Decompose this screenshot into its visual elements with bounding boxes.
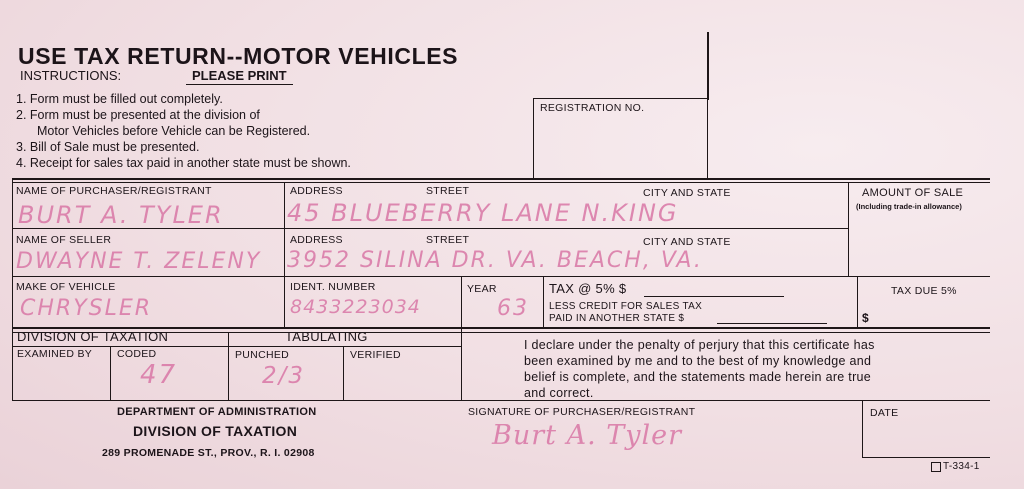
grid-line-row3 (12, 276, 990, 277)
purchaser-address-label: ADDRESS (290, 185, 343, 197)
purchaser-street-label: STREET (426, 185, 470, 197)
purchaser-label: NAME OF PURCHASER/REGISTRANT (16, 185, 212, 197)
signature-value: Burt A. Tyler (492, 420, 683, 451)
instruction-2-cont: Motor Vehicles before Vehicle can be Registered. (37, 124, 311, 138)
division-taxation-footer: DIVISION OF TAXATION (133, 423, 298, 439)
grid-line-top-inner (12, 182, 990, 183)
declaration-line-4: and correct. (524, 386, 594, 400)
declaration-line-1: I declare under the penalty of perjury that this certificate has (524, 338, 875, 352)
seller-address-label: ADDRESS (290, 234, 343, 246)
verified-label: VERIFIED (350, 349, 401, 361)
registration-right-line (707, 98, 708, 178)
seller-city-label: CITY AND STATE (643, 236, 731, 248)
grid-col-amount (848, 182, 849, 277)
make-label: MAKE OF VEHICLE (16, 281, 116, 293)
grid-col-verified (343, 346, 344, 400)
grid-left-edge (12, 178, 13, 400)
instruction-2: 2. Form must be presented at the division of (16, 108, 260, 122)
instruction-3: 3. Bill of Sale must be presented. (16, 140, 200, 154)
form-number: T-334-1 (943, 461, 980, 472)
punched-label: PUNCHED (235, 349, 290, 361)
grid-col-year (461, 276, 462, 400)
paid-other-label: PAID IN ANOTHER STATE $ (549, 313, 685, 324)
signature-label: SIGNATURE OF PURCHASER/REGISTRANT (468, 406, 696, 418)
less-credit-label: LESS CREDIT FOR SALES TAX (549, 301, 703, 312)
make-value: CHRYSLER (20, 296, 153, 321)
seller-address-value: 3952 SILINA DR. VA. BEACH, VA. (287, 248, 703, 273)
tax-due-label: TAX DUE 5% (891, 285, 957, 297)
tax-due-dollar: $ (862, 311, 869, 325)
purchaser-name-value: BURT A. TYLER (18, 201, 224, 229)
grid-line-date-bottom (862, 457, 990, 458)
amount-note-label: (Including trade-in allowance) (856, 202, 962, 211)
paid-other-line (717, 323, 827, 324)
date-label: DATE (870, 407, 899, 419)
punched-value: 2/3 (262, 363, 306, 389)
coded-label: CODED (117, 348, 157, 360)
year-value: 63 (497, 296, 529, 321)
ident-label: IDENT. NUMBER (290, 281, 376, 293)
registration-left-line (533, 98, 534, 178)
purchaser-address-value: 45 BLUEBERRY LANE N.KING (287, 199, 679, 227)
grid-col-tax-due (857, 276, 858, 327)
grid-col-tax (543, 276, 544, 327)
please-print-label: PLEASE PRINT (186, 68, 293, 85)
tax-amount-line (644, 296, 784, 297)
instruction-1: 1. Form must be filled out completely. (16, 92, 223, 106)
seller-street-label: STREET (426, 234, 470, 246)
tax-label: TAX @ 5% $ (549, 281, 627, 296)
registration-divider (707, 32, 709, 100)
seller-name-value: DWAYNE T. ZELENY (16, 249, 262, 274)
seller-label: NAME OF SELLER (16, 234, 112, 246)
tabulating-label: TABULATING (285, 329, 368, 344)
division-of-taxation-label: DIVISION OF TAXATION (17, 329, 169, 344)
instruction-4: 4. Receipt for sales tax paid in another state must be shown. (16, 156, 351, 170)
registration-no-label: REGISTRATION NO. (540, 102, 645, 114)
grid-col-punched (228, 332, 229, 400)
registration-top-line (533, 98, 709, 99)
form-title: USE TAX RETURN--MOTOR VEHICLES (18, 43, 459, 69)
grid-line-division (12, 346, 462, 347)
grid-col-coded (110, 346, 111, 400)
ident-value: 8433223034 (290, 296, 421, 318)
year-label: YEAR (467, 283, 497, 295)
grid-col-address (284, 182, 285, 327)
declaration-line-3: belief is complete, and the statements made herein are true (524, 370, 872, 384)
instructions-label: INSTRUCTIONS: (20, 68, 122, 83)
amount-of-sale-label: AMOUNT OF SALE (862, 187, 964, 199)
purchaser-city-label: CITY AND STATE (643, 187, 731, 199)
department-label: DEPARTMENT OF ADMINISTRATION (117, 406, 317, 418)
grid-line-top (12, 178, 990, 180)
grid-col-date (862, 400, 863, 457)
grid-line-row5 (12, 400, 990, 401)
form-number-box (931, 462, 941, 472)
examined-by-label: EXAMINED BY (17, 348, 93, 360)
department-address: 289 PROMENADE ST., PROV., R. I. 02908 (102, 447, 315, 459)
declaration-line-2: been examined by me and to the best of my knowledge and (524, 354, 872, 368)
coded-value: 47 (140, 360, 178, 390)
